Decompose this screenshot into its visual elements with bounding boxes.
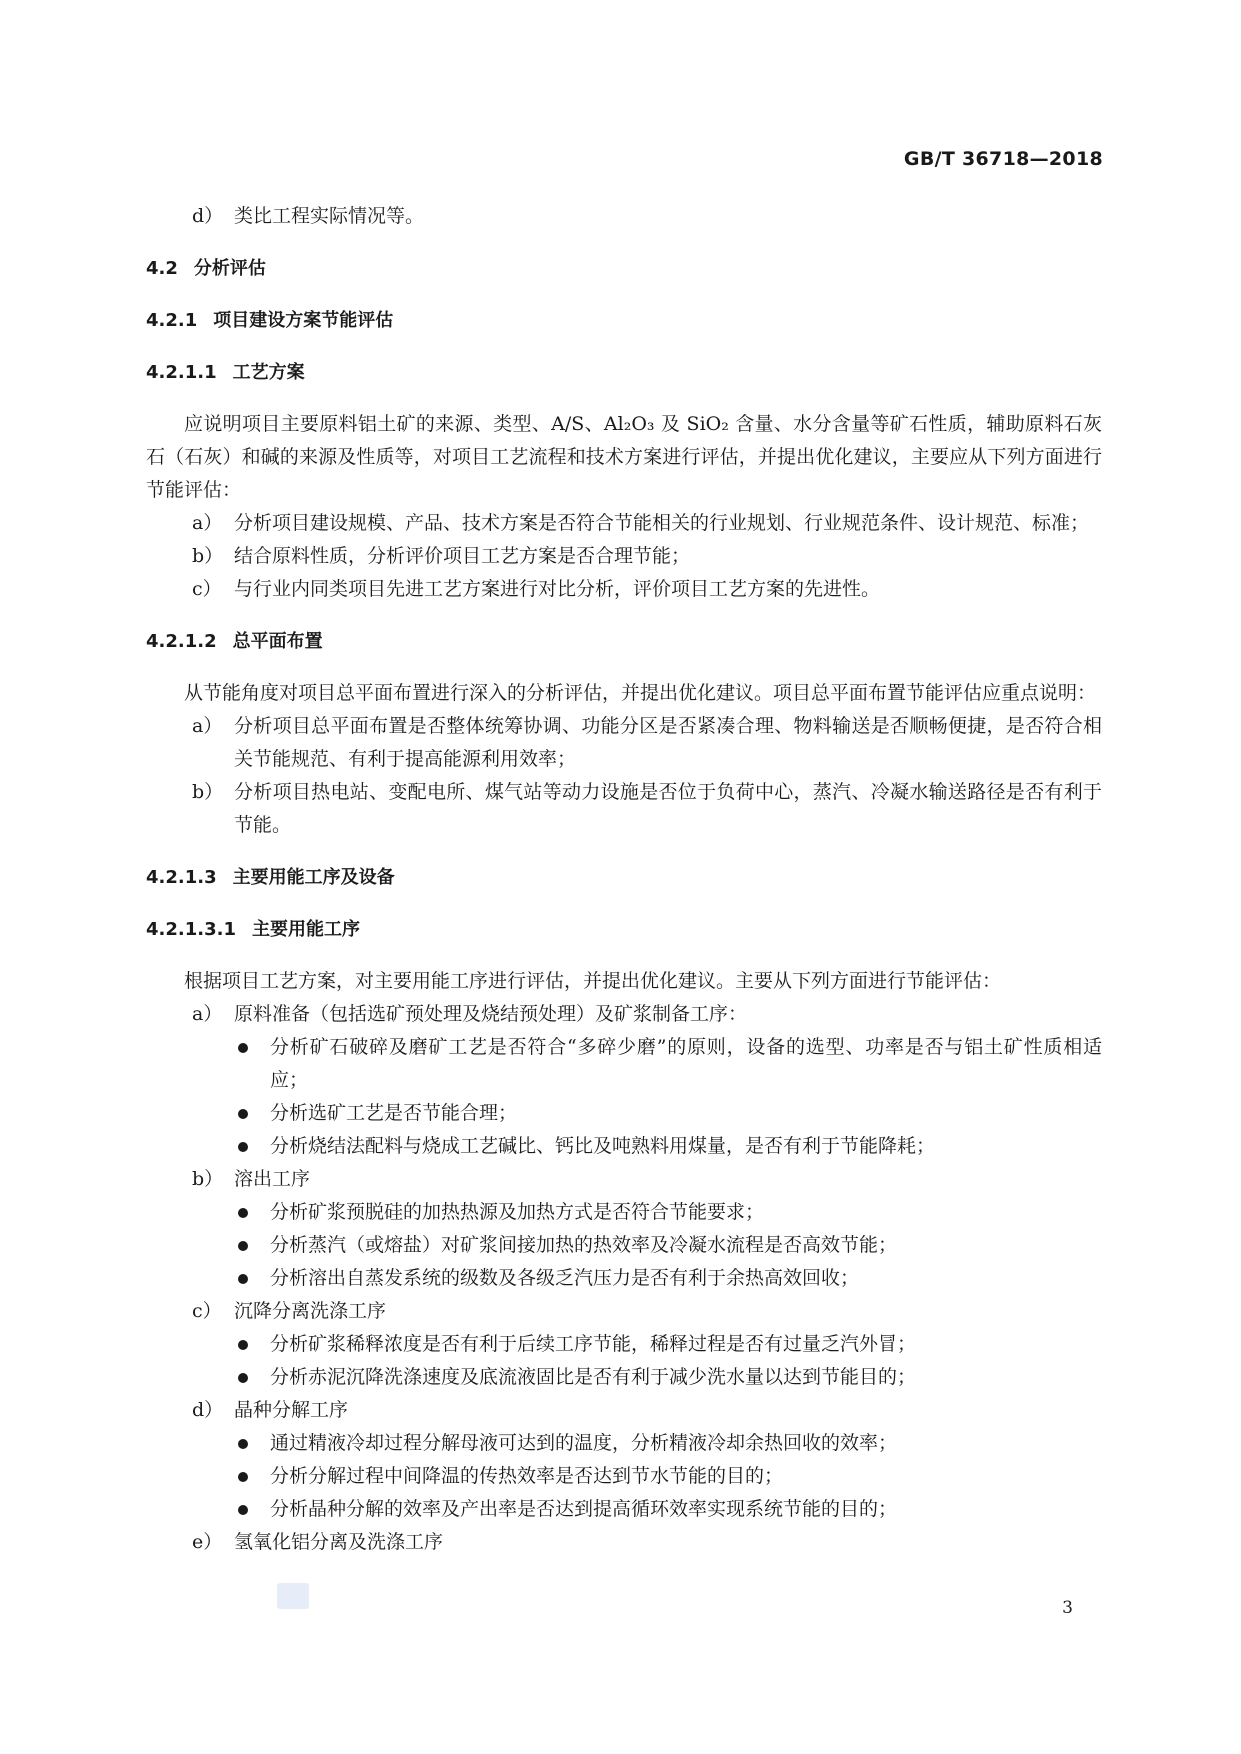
section-heading-4-2-1-3-1 [146, 913, 1102, 946]
list-item-text: 分析项目建设规模、产品、技术方案是否符合节能相关的行业规划、行业规范条件、设计规范、标准； [234, 512, 1090, 534]
bullet-text: 分析烧结法配料与烧成工艺碱比、钙比及吨熟料用煤量，是否有利于节能降耗； [270, 1135, 936, 1157]
bullet-dot-icon [238, 1208, 248, 1218]
list-item-label: d） [192, 1399, 224, 1421]
section-heading-4-2-1-3 [146, 861, 1102, 894]
list-item-text: 晶种分解工序 [234, 1399, 349, 1421]
list-item [146, 1163, 1102, 1196]
paragraph: 应说明项目主要原料铝土矿的来源、类型、A/S、Al₂O₃ 及 SiO₂ 含量、水分含量等矿石性质，辅助原料石灰石（石灰）和碱的来源及性质等，对项目工艺流程和技术方案进行评估，并提出优化建议，主要应从下列方面进行节能评估： [146, 413, 1102, 501]
list-item-text: 与行业内同类项目先进工艺方案进行对比分析，评价项目工艺方案的先进性。 [234, 578, 881, 600]
list-item-label: c） [192, 1300, 222, 1322]
list-item-label: b） [192, 781, 224, 803]
list-item [146, 200, 1102, 233]
list-item-text: 结合原料性质，分析评价项目工艺方案是否合理节能； [234, 545, 691, 567]
list-item-label: b） [192, 545, 224, 567]
document-body [146, 200, 1102, 1559]
section-title: 工艺方案 [232, 362, 305, 383]
bullet-text: 分析溶出自蒸发系统的级数及各级乏汽压力是否有利于余热高效回收； [270, 1267, 860, 1289]
list-item-text: 氢氧化铝分离及洗涤工序 [234, 1531, 444, 1553]
list-item-label: b） [192, 1168, 224, 1190]
section-number: 4.2.1.2 [146, 631, 217, 652]
section-heading-4-2-1-2 [146, 625, 1102, 658]
section-title: 总平面布置 [232, 631, 323, 652]
bullet-dot-icon [238, 1439, 248, 1449]
paragraph: 根据项目工艺方案，对主要用能工序进行评估，并提出优化建议。主要从下列方面进行节能评估： [184, 970, 1002, 992]
bullet-dot-icon [238, 1274, 248, 1284]
bullet-text: 分析蒸汽（或熔盐）对矿浆间接加热的热效率及冷凝水流程是否高效节能； [270, 1234, 898, 1256]
list-item-text: 分析项目总平面布置是否整体统筹协调、功能分区是否紧凑合理、物料输送是否顺畅便捷，是否符合相关节能规范、有利于提高能源利用效率； [234, 715, 1102, 770]
scan-smudge [277, 1583, 309, 1609]
bullet-dot-icon [238, 1043, 248, 1053]
bullet-item [146, 1031, 1102, 1097]
section-title: 主要用能工序 [251, 919, 360, 940]
list-item-label: e） [192, 1531, 223, 1553]
bullet-dot-icon [238, 1472, 248, 1482]
bullet-text: 分析矿浆稀释浓度是否有利于后续工序节能，稀释过程是否有过量乏汽外冒； [270, 1333, 917, 1355]
section-heading-4-2-1-1 [146, 356, 1102, 389]
bullet-dot-icon [238, 1142, 248, 1152]
bullet-item [146, 1196, 1102, 1229]
bullet-item [146, 1262, 1102, 1295]
list-item [146, 998, 1102, 1031]
bullet-item [146, 1493, 1102, 1526]
paragraph: 从节能角度对项目总平面布置进行深入的分析评估，并提出优化建议。项目总平面布置节能评估应重点说明： [184, 682, 1097, 704]
bullet-item [146, 1328, 1102, 1361]
list-item [146, 507, 1102, 540]
bullet-item [146, 1229, 1102, 1262]
list-item [146, 1526, 1102, 1559]
bullet-dot-icon [238, 1340, 248, 1350]
list-item-label: d） [192, 205, 224, 227]
section-title: 分析评估 [193, 258, 266, 279]
bullet-item [146, 1361, 1102, 1394]
bullet-item [146, 1460, 1102, 1493]
list-item-text: 沉降分离洗涤工序 [234, 1300, 387, 1322]
list-item-text: 溶出工序 [234, 1168, 311, 1190]
bullet-dot-icon [238, 1109, 248, 1119]
section-heading-4-2-1 [146, 304, 1102, 337]
bullet-item [146, 1427, 1102, 1460]
list-item-text: 分析项目热电站、变配电所、煤气站等动力设施是否位于负荷中心，蒸汽、冷凝水输送路径是否有利于节能。 [234, 781, 1102, 836]
bullet-text: 分析晶种分解的效率及产出率是否达到提高循环效率实现系统节能的目的； [270, 1498, 898, 1520]
section-title: 项目建设方案节能评估 [213, 310, 394, 331]
standard-code: GB/T 36718—2018 [903, 148, 1103, 170]
bullet-text: 分析矿石破碎及磨矿工艺是否符合“多碎少磨”的原则，设备的选型、功率是否与铝土矿性质相适应； [270, 1036, 1102, 1091]
bullet-dot-icon [238, 1373, 248, 1383]
section-number: 4.2 [146, 258, 178, 279]
list-item-label: a） [192, 715, 223, 737]
bullet-text: 分析分解过程中间降温的传热效率是否达到节水节能的目的； [270, 1465, 784, 1487]
bullet-item [146, 1130, 1102, 1163]
bullet-dot-icon [238, 1241, 248, 1251]
list-item-label: a） [192, 1003, 223, 1025]
list-item [146, 1394, 1102, 1427]
bullet-text: 分析选矿工艺是否节能合理； [270, 1102, 518, 1124]
section-number: 4.2.1.1 [146, 362, 217, 383]
list-item-label: c） [192, 578, 222, 600]
page-number: 3 [1062, 1598, 1073, 1618]
list-item-text: 类比工程实际情况等。 [234, 205, 425, 227]
section-heading-4-2 [146, 252, 1102, 285]
list-item-label: a） [192, 512, 223, 534]
list-item-text: 原料准备（包括选矿预处理及烧结预处理）及矿浆制备工序： [234, 1003, 748, 1025]
bullet-text: 通过精液冷却过程分解母液可达到的温度，分析精液冷却余热回收的效率； [270, 1432, 898, 1454]
list-item [146, 776, 1102, 842]
bullet-item [146, 1097, 1102, 1130]
list-item [146, 573, 1102, 606]
list-item [146, 1295, 1102, 1328]
bullet-text: 分析矿浆预脱硅的加热热源及加热方式是否符合节能要求； [270, 1201, 765, 1223]
section-number: 4.2.1.3.1 [146, 919, 236, 940]
section-number: 4.2.1.3 [146, 867, 217, 888]
bullet-dot-icon [238, 1505, 248, 1515]
section-number: 4.2.1 [146, 310, 198, 331]
section-title: 主要用能工序及设备 [232, 867, 395, 888]
list-item [146, 710, 1102, 776]
bullet-text: 分析赤泥沉降洗涤速度及底流液固比是否有利于减少洗水量以达到节能目的； [270, 1366, 917, 1388]
list-item [146, 540, 1102, 573]
